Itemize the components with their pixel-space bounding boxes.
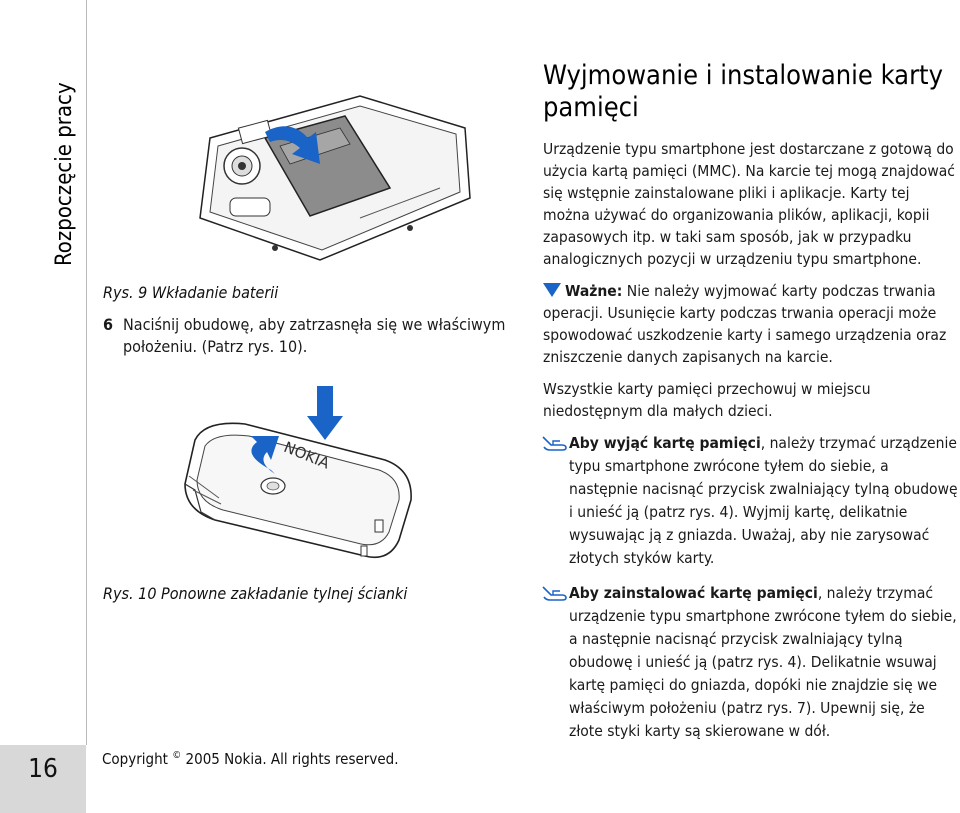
step-text: Naciśnij obudowę, aby zatrzasnęła się we właściwym położeniu. (Patrz rys. 10).	[123, 315, 506, 356]
section-title: Rozpoczęcie pracy	[52, 82, 77, 266]
page-number: 16	[28, 754, 58, 784]
step-number: 6	[103, 315, 114, 334]
remove-text: , należy trzymać urządzenie typu smartphone zwrócone tyłem do siebie, a następnie nacisnąć przycisk zwalniający tylną obudowę i unieść ją (patrz rys. 4). Wyjmij kartę, delikatnie wysuwając ją z gniazda. Uważaj, aby nie zarysować złotych styków karty.	[569, 434, 958, 567]
sidebar	[0, 0, 86, 813]
pointing-hand-icon	[542, 585, 568, 601]
warning-label: Ważne:	[565, 282, 623, 300]
copyright-symbol: ©	[172, 750, 182, 761]
sidebar-divider	[86, 0, 87, 745]
copyright: Copyright © 2005 Nokia. All rights reserved.	[102, 750, 399, 768]
install-text: , należy trzymać urządzenie typu smartphone zwrócone tyłem do siebie, a następnie nacisnąć przycisk zwalniający tylną obudowę i unieść ją (patrz rys. 4). Delikatnie wsuwaj kartę pamięci do gniazda, dopóki nie znajdzie się we właściwym położeniu (patrz rys. 7). Upewnij się, że złote styki karty są skierowane w dół.	[569, 584, 957, 740]
figure-back-cover	[175, 380, 420, 570]
warning-icon	[543, 283, 561, 297]
warning-paragraph	[543, 280, 958, 368]
figure10-caption: Rys. 10 Ponowne zakładanie tylnej ścianki	[103, 584, 408, 603]
children-note: Wszystkie karty pamięci przechowuj w miejscu niedostępnym dla małych dzieci.	[543, 380, 871, 420]
cover-logo: NOKIA	[281, 438, 333, 473]
section-title-vertical	[6, 30, 76, 270]
remove-label: Aby wyjąć kartę pamięci	[569, 434, 761, 452]
install-label: Aby zainstalować kartę pamięci	[569, 584, 818, 602]
warning-text: Nie należy wyjmować karty podczas trwania operacji. Usunięcie karty podczas trwania operacji może spowodować uszkodzenie karty i samego urządzenia oraz zniszczenie danych zapisanych na karcie.	[543, 282, 947, 366]
pointing-hand-icon	[542, 435, 568, 451]
remove-card-instruction	[543, 432, 958, 570]
step-6	[103, 314, 513, 358]
figure-battery-insertion	[180, 88, 480, 268]
main-content	[543, 60, 958, 755]
install-card-instruction	[543, 582, 958, 743]
intro-paragraph: Urządzenie typu smartphone jest dostarczane z gotową do użycia kartą pamięci (MMC). Na karcie tej mogą znajdować się wstępnie zainstalowane pliki i aplikacje. Karty tej można używać do organizowania plików, aplikacji, kopii zapasowych itp. w taki sam sposób, jak w przypadku analogicznych pozycji w urządzeniu typu smartphone.	[543, 140, 955, 268]
section-heading: Wyjmowanie i instalowanie karty pamięci	[543, 60, 943, 123]
figure9-caption: Rys. 9 Wkładanie baterii	[103, 283, 279, 302]
